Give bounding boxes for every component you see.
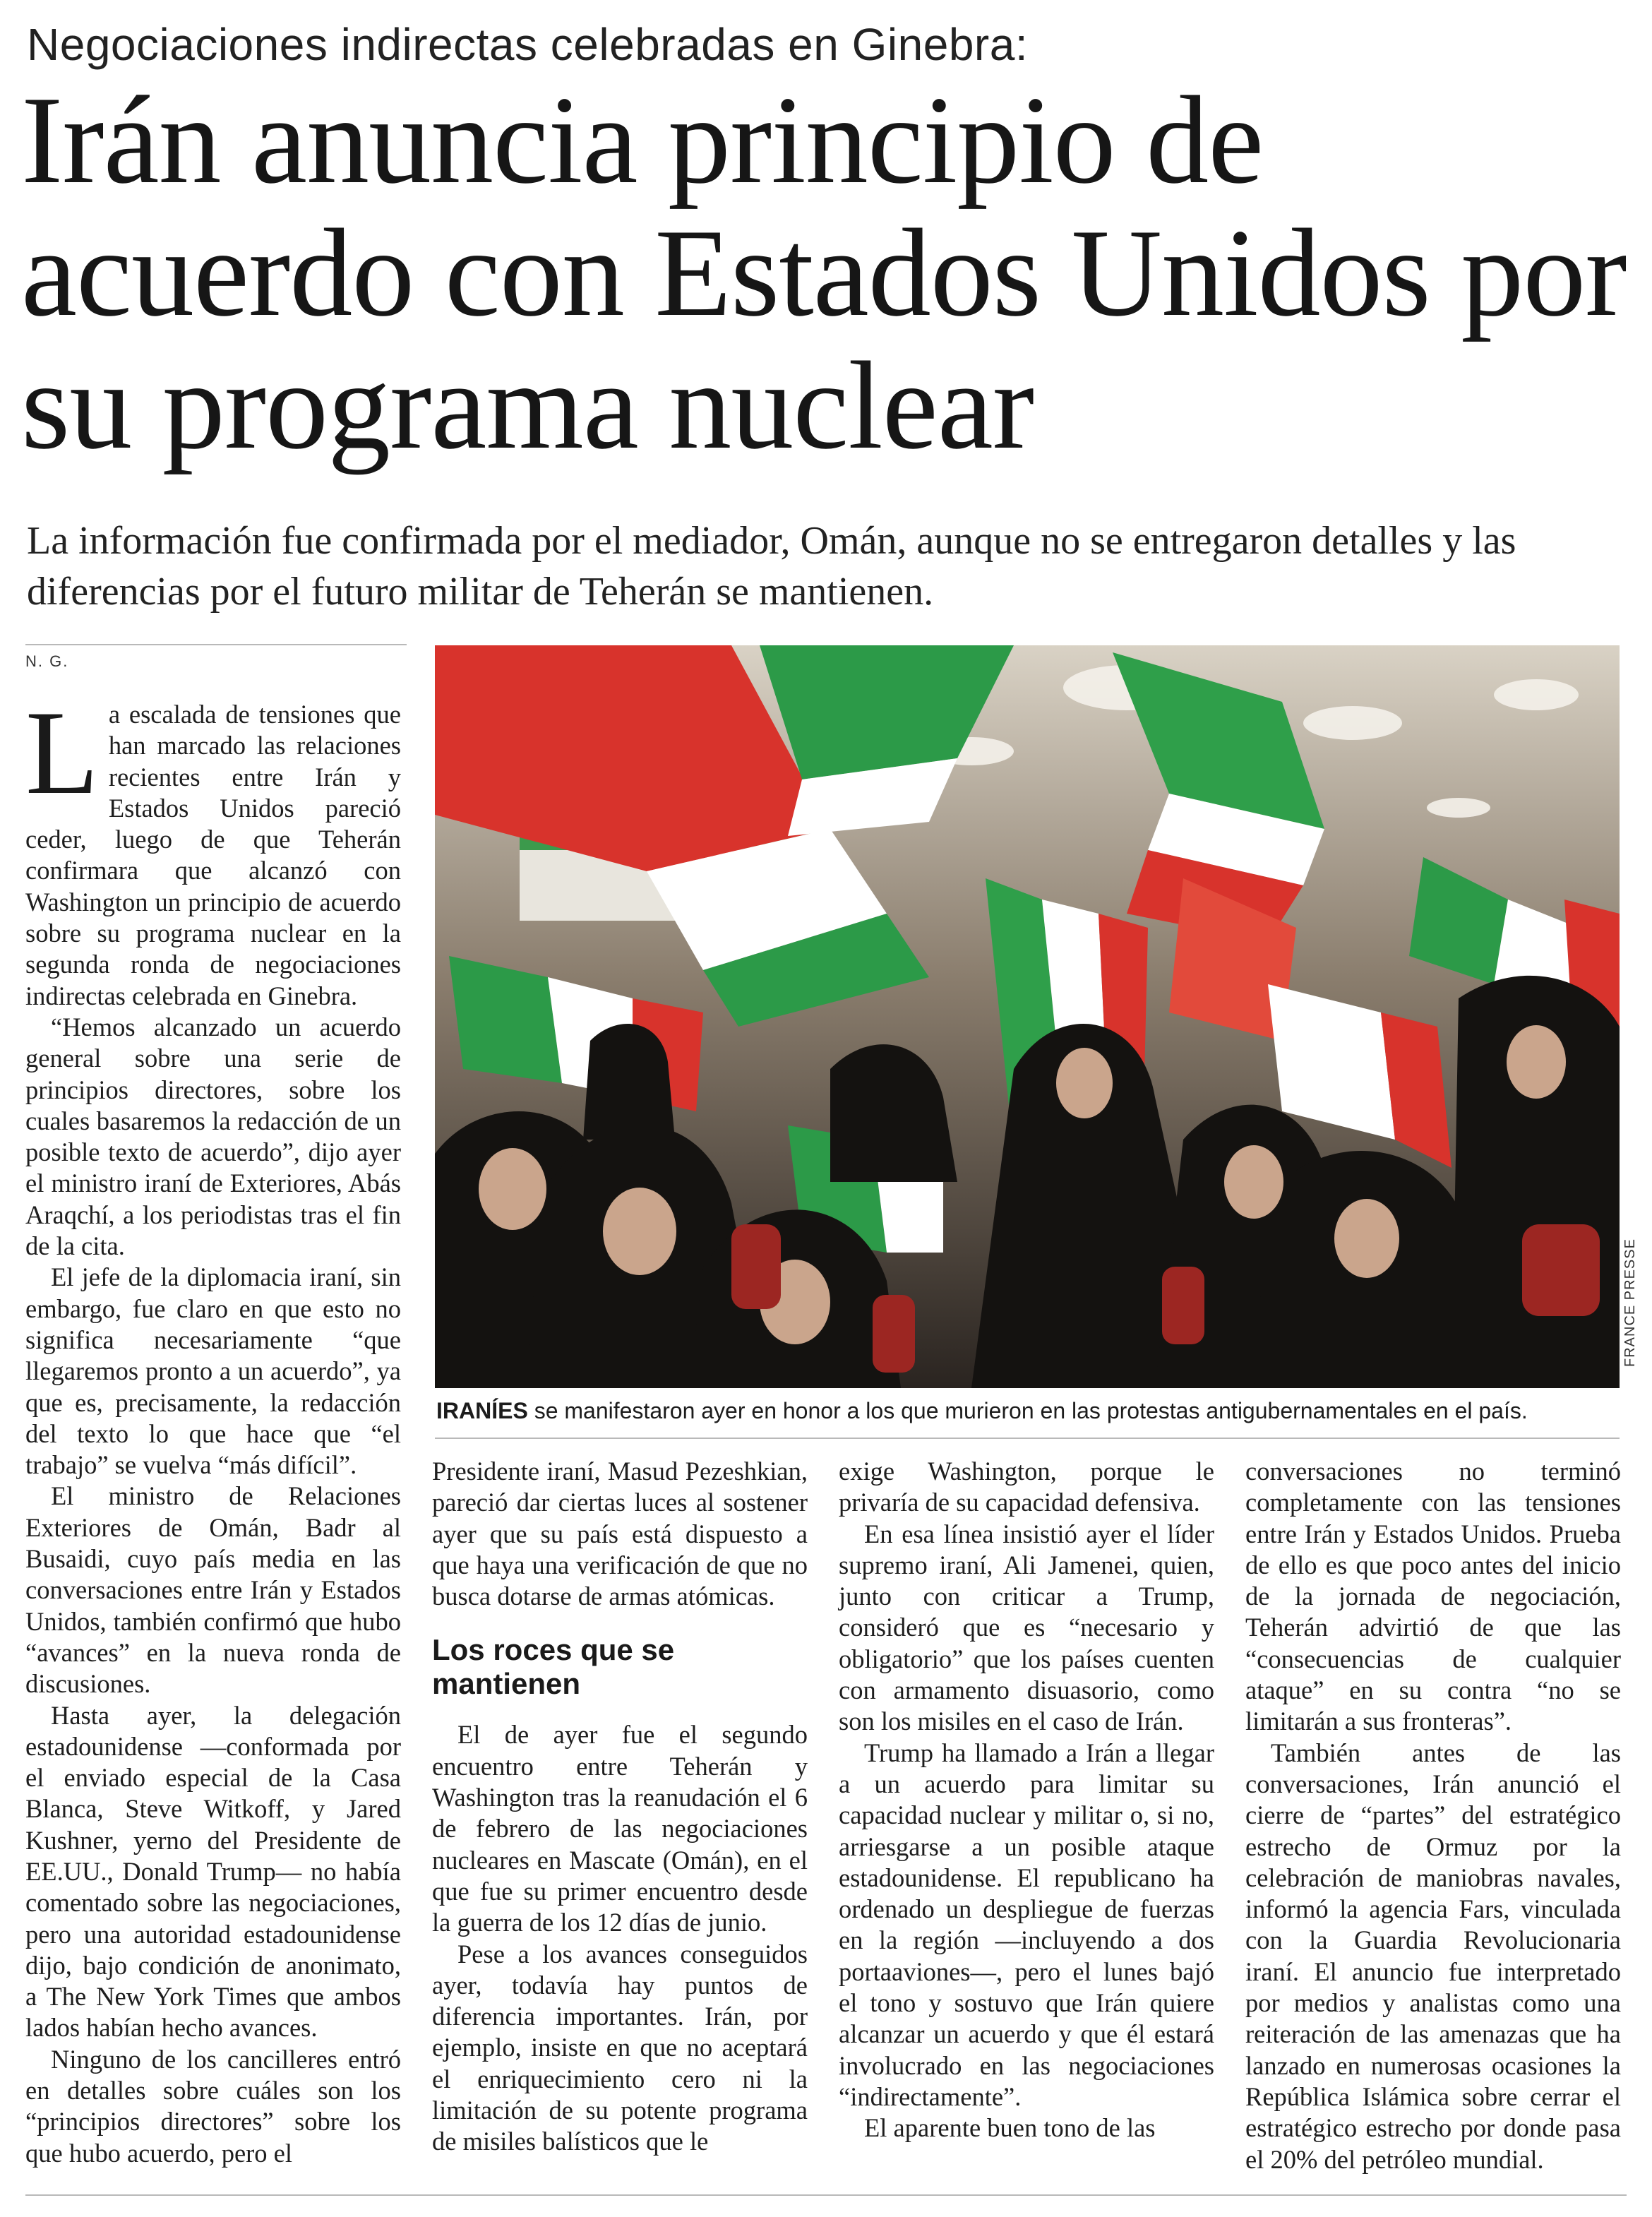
article-column-4 (1245, 1456, 1621, 2175)
paragraph: exige Washington, porque le privaría de su capacidad defensiva. (839, 1457, 1214, 1517)
photo-credit: FRANCE PRESSE (1622, 1238, 1638, 1367)
byline: N. G. (25, 652, 69, 670)
paragraph: El aparente buen tono de las (864, 2113, 1156, 2143)
caption-lead: IRANÍES (436, 1398, 528, 1423)
protest-photo-illustration (435, 645, 1620, 1388)
caption-rule (435, 1438, 1620, 1439)
subheading: Los roces que se mantienen (432, 1633, 675, 1701)
photo-caption (436, 1397, 1629, 1425)
article-column-1 (25, 686, 401, 2169)
paragraph: El de ayer fue el segundo encuentro entre Teherán y Washington tras la reanudación el 6 de febrero de las negociaciones nucleares en Mascate (Omán), en el que fue su primer encuentro desde la guerra de los 12 días de junio. (432, 1720, 808, 1937)
headline: Irán anuncia principio de acuerdo con Estados Unidos por su programa nuclear (21, 70, 1627, 475)
paragraph: Presidente iraní, Masud Pezeshkian, pareció dar ciertas luces al sostener ayer que su país está dispuesto a que haya una verificación de que no busca dotarse de armas atómicas. (432, 1457, 808, 1611)
paragraph: Pese a los avances conseguidos ayer, todavía hay puntos de diferencia importantes. Irán, por ejemplo, insiste en que no aceptará el enriquecimiento cero ni la limitación de su potente programa de misiles balísticos que le (432, 1939, 808, 2156)
news-photo (435, 645, 1620, 1388)
caption-text: se manifestaron ayer en honor a los que murieron en las protestas antigubernamentales en el país. (527, 1398, 1528, 1423)
standfirst: La información fue confirmada por el mediador, Omán, aunque no se entregaron detalles y las diferencias por el futuro militar de Teherán se mantienen. (27, 519, 1516, 614)
paragraph: El jefe de la diplomacia iraní, sin embargo, fue claro en que esto no significa necesariamente “que llegaremos pronto a un acuerdo”, ya que es, precisamente, la redacción del texto lo que hace que “el trabajo” se vuelva “más difícil”. (25, 1262, 401, 1480)
article-column-2 (432, 1456, 808, 2158)
kicker: Negociaciones indirectas celebradas en Ginebra: (27, 19, 1029, 70)
byline-rule (25, 644, 407, 645)
paragraph: En esa línea insistió ayer el líder supremo iraní, Ali Jamenei, quien, junto con criticar a Trump, consideró que es “necesario y obligatorio” que los países cuenten con armamento disuasorio, como son los misiles en el caso de Irán. (839, 1519, 1214, 1736)
paragraph: También antes de las conversaciones, Irán anunció el cierre de “partes” del estratégico estrecho de Ormuz por la celebración de maniobras navales, informó la agencia Fars, vinculada con la Guardia Revolucionaria iraní. El anuncio fue interpretado por medios y analistas como una reiteración de las amenazas que ha lanzado en numerosas ocasiones la República Islámica sobre cerrar el estratégico estrecho por donde pasa el 20% del petróleo mundial. (1245, 1738, 1621, 2174)
article-column-3 (839, 1456, 1214, 2144)
paragraph: Ninguno de los cancilleres entró en detalles sobre cuáles son los “principios directores” sobre los que hubo acuerdo, pero el (25, 2044, 401, 2168)
paragraph: Trump ha llamado a Irán a llegar a un acuerdo para limitar su capacidad nuclear y militar o, si no, arriesgarse a un posible ataque estadounidense. El republicano ha ordenado un despliegue de fuerzas en la región —incluyendo a dos portaaviones—, pero el lunes bajó el tono y sostuvo que Irán quiere alcanzar un acuerdo y que él estará involucrado en las negociaciones “indirectamente”. (839, 1738, 1214, 2111)
paragraph: “Hemos alcanzado un acuerdo general sobre una serie de principios directores, sobre los cuales basaremos la redacción de un posible texto de acuerdo”, dijo ayer el ministro iraní de Exteriores, Abás Araqchí, a los periodistas tras el fin de la cita. (25, 1012, 401, 1261)
paragraph-text: a escalada de tensiones que han marcado las relaciones recientes entre Irán y Estados Unidos pareció ceder, luego de que Teherán confirmara que alcanzó con Washington un principio de acuerdo sobre su programa nuclear en la segunda ronda de negociaciones indirectas celebrada en Ginebra. (25, 700, 401, 1010)
bottom-rule (25, 2194, 1627, 2196)
paragraph: Hasta ayer, la delegación estadounidense —conformada por el enviado especial de la Casa Blanca, Steve Witkoff, y Jared Kushner, yerno del Presidente de EE.UU., Donald Trump— no había comentado sobre las negociaciones, pero una autoridad estadounidense dijo, bajo condición de anonimato, a The New York Times que ambos lados habían hecho avances. (25, 1700, 401, 2043)
paragraph (25, 686, 401, 1012)
paragraph: conversaciones no terminó completamente con las tensiones entre Irán y Estados Unidos. Prueba de ello es que poco antes del inicio de la jornada de negociación, Teherán advirtió de que las “consecuencias de cualquier ataque” en su contra “no se limitarán a sus fronteras”. (1245, 1457, 1621, 1736)
paragraph: El ministro de Relaciones Exteriores de Omán, Badr al Busaidi, cuyo país media en las conversaciones entre Irán y Estados Unidos, también confirmó que hubo “avances” en la nueva ronda de discusiones. (25, 1481, 401, 1699)
drop-cap: L (25, 686, 99, 819)
